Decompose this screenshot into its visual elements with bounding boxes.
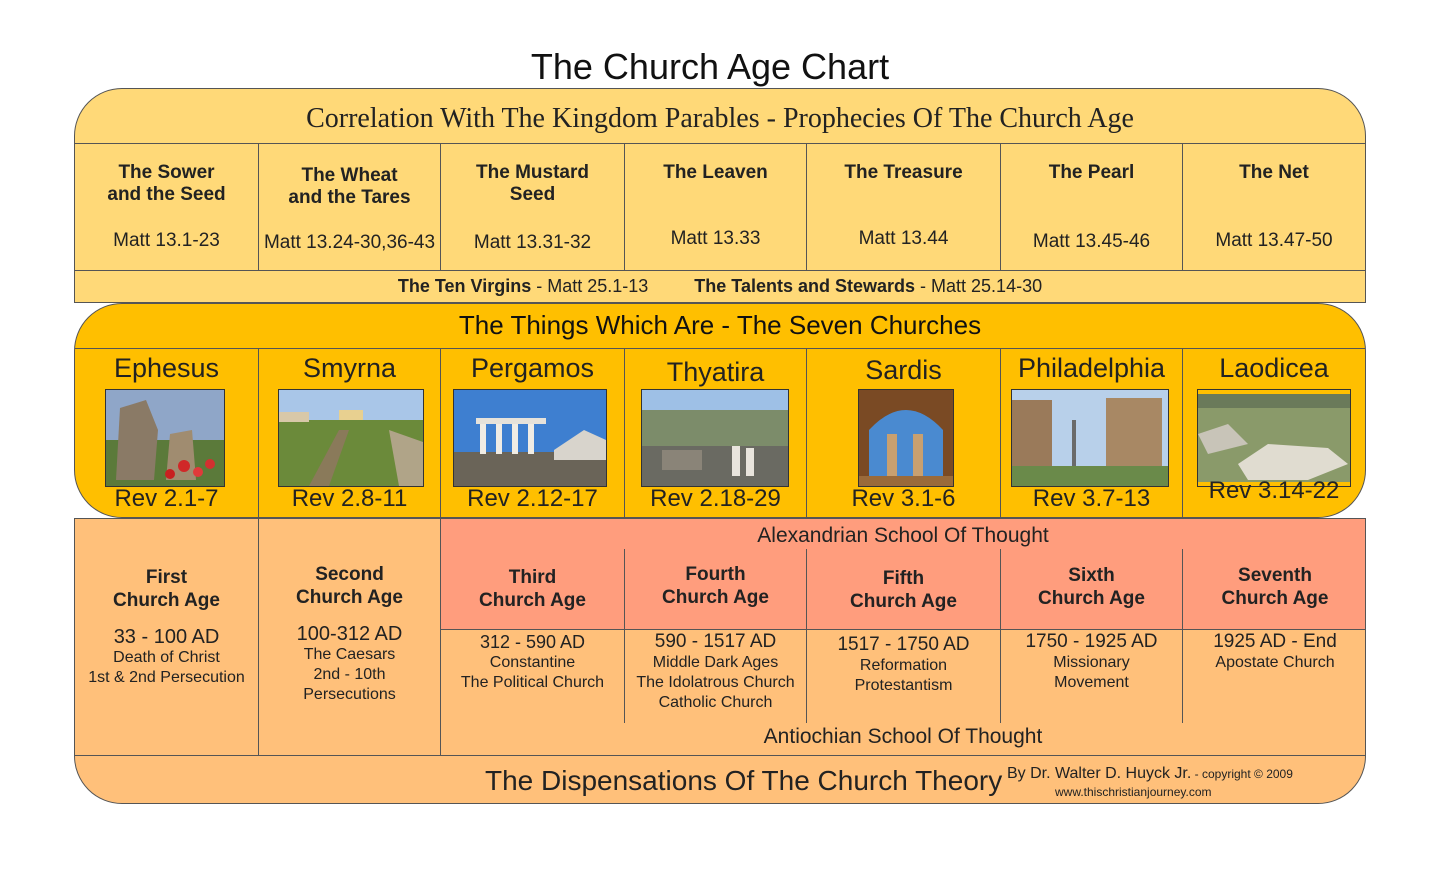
age-name: Fifth Church Age: [850, 568, 957, 612]
age-name: First Church Age: [113, 567, 220, 611]
antiochian-label: Antiochian School Of Thought: [763, 725, 1043, 748]
age-description: Apostate Church: [1215, 654, 1335, 671]
parable-cell: [75, 144, 259, 270]
church-name: Smyrna: [302, 353, 397, 383]
parable-cell: [1183, 144, 1365, 270]
ten-virgins-label: The Ten Virgins: [397, 276, 532, 296]
parables-heading: Correlation With The Kingdom Parables - Prophecies Of The Church Age: [306, 103, 1134, 134]
age-name: Third Church Age: [479, 567, 586, 611]
parable-ref: Matt 13.47-50: [1215, 230, 1333, 251]
parable-cell: [259, 144, 441, 270]
parable-cell: [625, 144, 807, 270]
age-dates: 590 - 1517 AD: [654, 631, 777, 652]
parable-ref: Matt 13.45-46: [1032, 231, 1151, 252]
divider: [75, 755, 1365, 756]
church-ref: Rev 3.1-6: [851, 485, 956, 512]
parable-cell: [1001, 144, 1183, 270]
age-description: Middle Dark Ages The Idolatrous Church Catholic Church: [636, 654, 795, 711]
laodicea-photo: [1197, 389, 1351, 487]
age-description: Constantine The Political Church: [460, 654, 605, 691]
church-age-3: [441, 566, 624, 612]
philadelphia-photo: [1011, 389, 1169, 487]
church-age-5: [807, 567, 1000, 613]
church-ref: Rev 3.14-22: [1208, 477, 1340, 504]
parable-ref: Matt 13.24-30,36-43: [263, 232, 436, 253]
age-description: Reformation Protestantism: [854, 657, 953, 694]
church-name: Laodicea: [1219, 353, 1329, 383]
church-name: Sardis: [865, 355, 942, 385]
ten-virgins-ref: - Matt 25.1-13: [531, 276, 649, 296]
age-dates: 33 - 100 AD: [113, 626, 220, 648]
parables-section: [74, 88, 1366, 303]
alexandrian-label: Alexandrian School Of Thought: [757, 524, 1049, 547]
church-ref: Rev 2.18-29: [650, 485, 781, 512]
website-text: www.thischristianjourney.com: [1055, 785, 1212, 799]
church-cell: [807, 349, 1001, 517]
talents-label: The Talents and Stewards: [694, 276, 916, 296]
author-name: By Dr. Walter D. Huyck Jr.: [1007, 765, 1192, 782]
age-dates: 1925 AD - End: [1213, 631, 1337, 652]
ephesus-photo: [105, 389, 225, 487]
sardis-photo: [858, 389, 954, 487]
parable-ref: Matt 13.44: [858, 228, 949, 249]
age-description: Death of Christ 1st & 2nd Persecution: [88, 649, 245, 686]
age-dates: 1517 - 1750 AD: [837, 634, 970, 655]
church-cell: [259, 349, 441, 517]
parable-name: The Leaven: [663, 162, 768, 183]
church-cell: [1001, 349, 1183, 517]
age-dates: 312 - 590 AD: [479, 632, 586, 652]
parable-ref: Matt 13.31-32: [473, 232, 592, 253]
smyrna-photo: [278, 389, 424, 487]
pergamos-photo: [453, 389, 607, 487]
church-ref: Rev 3.7-13: [1032, 485, 1151, 512]
footer-title: The Dispensations Of The Church Theory: [485, 765, 1003, 796]
church-ref: Rev 2.1-7: [114, 485, 219, 512]
church-cell: [1183, 349, 1365, 517]
divider: [441, 629, 1365, 630]
age-dates: 100-312 AD: [296, 623, 403, 645]
age-description: The Caesars 2nd - 10th Persecutions: [303, 646, 396, 703]
parable-name: The Sower and the Seed: [107, 162, 226, 205]
church-age-6-details: [1001, 631, 1182, 693]
churches-heading: The Things Which Are - The Seven Churches: [458, 310, 982, 340]
church-cell: [75, 349, 259, 517]
parable-name: The Pearl: [1048, 162, 1135, 183]
church-age-7: [1183, 564, 1367, 610]
church-name: Philadelphia: [1017, 353, 1166, 383]
church-age-1: [75, 566, 258, 688]
church-cell: [441, 349, 625, 517]
church-ref: Rev 2.8-11: [291, 485, 408, 512]
additional-parables: [75, 276, 1365, 297]
thyatira-photo: [641, 389, 789, 487]
age-name: Seventh Church Age: [1221, 565, 1329, 609]
copyright-text: - copyright © 2009: [1191, 767, 1293, 781]
author-line: [1007, 765, 1293, 783]
church-name: Pergamos: [470, 353, 595, 383]
chart-title: The Church Age Chart: [530, 46, 890, 87]
parable-name: The Net: [1239, 162, 1309, 183]
age-name: Second Church Age: [296, 564, 403, 608]
age-name: Sixth Church Age: [1038, 565, 1145, 609]
church-age-2: [259, 563, 440, 705]
church-age-4-details: [625, 631, 806, 713]
parable-name: The Mustard Seed: [476, 162, 589, 205]
church-age-3-details: [441, 631, 624, 693]
church-age-6: [1001, 564, 1182, 610]
parable-name: The Wheat and the Tares: [288, 165, 411, 208]
parable-cell: [441, 144, 625, 270]
church-ref: Rev 2.12-17: [467, 485, 598, 512]
parable-ref: Matt 13.1-23: [113, 230, 220, 251]
age-dates: 1750 - 1925 AD: [1025, 631, 1158, 652]
church-name: Thyatira: [666, 357, 765, 387]
parables-row: [75, 143, 1365, 271]
age-description: Missionary Movement: [1053, 654, 1130, 691]
church-age-4: [625, 563, 806, 609]
churches-row: [75, 348, 1365, 517]
church-cell: [625, 349, 807, 517]
parable-name: The Treasure: [844, 162, 963, 183]
church-name: Ephesus: [113, 353, 220, 383]
parable-ref: Matt 13.33: [670, 228, 761, 249]
age-name: Fourth Church Age: [662, 564, 769, 608]
church-ages-section: [74, 518, 1366, 804]
parable-cell: [807, 144, 1001, 270]
church-age-7-details: [1183, 631, 1367, 673]
talents-ref: - Matt 25.14-30: [915, 276, 1043, 296]
churches-section: [74, 303, 1366, 518]
church-age-5-details: [807, 634, 1000, 696]
